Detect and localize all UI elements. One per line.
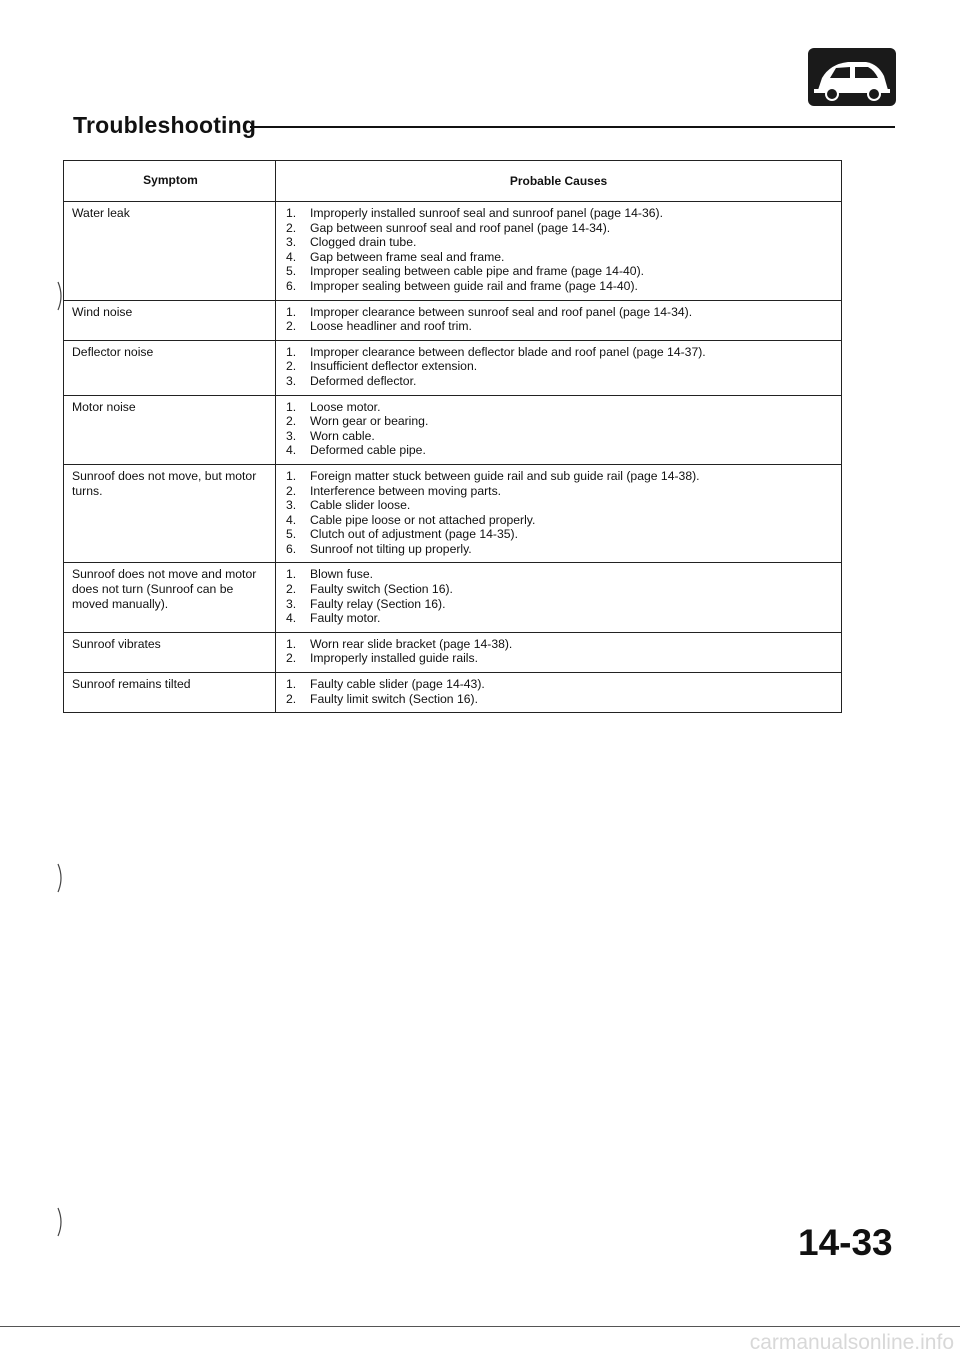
cause-number: 4.	[286, 443, 297, 458]
cause-item	[286, 429, 835, 444]
causes-cell	[276, 464, 842, 563]
cause-number: 2.	[286, 651, 297, 666]
table-row	[64, 202, 842, 301]
cause-number: 4.	[286, 512, 297, 527]
table-row	[64, 464, 842, 563]
title-rule	[250, 126, 895, 128]
binding-mark	[54, 1206, 68, 1238]
cause-number: 2.	[286, 220, 297, 235]
car-body-icon	[808, 48, 896, 106]
cause-number: 4.	[286, 249, 297, 264]
table-row	[64, 673, 842, 713]
page-number: 14-33	[798, 1222, 893, 1263]
cause-number: 3.	[286, 235, 297, 250]
cause-number: 1.	[286, 636, 297, 651]
cause-number: 1.	[286, 206, 297, 220]
cause-item	[286, 469, 835, 484]
cause-item	[286, 527, 835, 542]
cause-number: 6.	[286, 541, 297, 556]
cause-item	[286, 221, 835, 236]
cause-number: 2.	[286, 582, 297, 597]
cause-item	[286, 637, 835, 652]
cause-item	[286, 264, 835, 279]
cause-item	[286, 235, 835, 250]
cause-item	[286, 498, 835, 513]
cause-item	[286, 692, 835, 707]
cause-item	[286, 597, 835, 612]
cause-text: Worn gear or bearing.	[310, 414, 429, 429]
cause-text: Faulty relay (Section 16).	[310, 596, 446, 611]
binding-mark	[54, 862, 68, 894]
cause-item	[286, 206, 835, 221]
cause-number: 3.	[286, 428, 297, 443]
cause-item	[286, 513, 835, 528]
troubleshooting-table	[63, 160, 842, 713]
cause-list	[286, 677, 835, 706]
cause-number: 2.	[286, 691, 297, 706]
cause-list	[286, 469, 835, 557]
cause-item	[286, 542, 835, 557]
cause-number: 6.	[286, 278, 297, 293]
cause-list	[286, 206, 835, 294]
cause-text: Loose headliner and roof trim.	[310, 319, 472, 334]
cause-text: Gap between sunroof seal and roof panel (page 14-34).	[310, 220, 611, 235]
table-row	[64, 300, 842, 340]
symptom-cell: Sunroof does not move and motor does not turn (Sunroof can be moved manually).	[64, 563, 276, 632]
cause-list	[286, 345, 835, 389]
cause-text: Improper sealing between guide rail and frame (page 14-40).	[310, 278, 638, 293]
cause-text: Loose motor.	[310, 399, 381, 414]
cause-text: Improperly installed sunroof seal and sunroof panel (page 14-36).	[310, 206, 663, 220]
cause-text: Sunroof not tilting up properly.	[310, 541, 472, 556]
cause-text: Worn rear slide bracket (page 14-38).	[310, 636, 513, 651]
symptom-cell: Motor noise	[64, 395, 276, 464]
cause-text: Worn cable.	[310, 428, 375, 443]
cause-list	[286, 305, 835, 334]
cause-item	[286, 319, 835, 334]
cause-text: Faulty switch (Section 16).	[310, 582, 453, 597]
causes-cell	[276, 300, 842, 340]
causes-cell	[276, 632, 842, 672]
cause-number: 1.	[286, 468, 297, 483]
cause-text: Faulty limit switch (Section 16).	[310, 691, 478, 706]
table-row	[64, 632, 842, 672]
cause-item	[286, 582, 835, 597]
cause-number: 2.	[286, 483, 297, 498]
cause-item	[286, 279, 835, 294]
footer-rule	[0, 1326, 960, 1327]
causes-cell	[276, 202, 842, 301]
cause-number: 5.	[286, 264, 297, 279]
cause-text: Improper clearance between sunroof seal and roof panel (page 14-34).	[310, 304, 693, 319]
cause-text: Deformed cable pipe.	[310, 443, 426, 458]
symptom-cell: Sunroof vibrates	[64, 632, 276, 672]
table-row	[64, 395, 842, 464]
cause-number: 4.	[286, 611, 297, 626]
cause-text: Foreign matter stuck between guide rail and sub guide rail (page 14-38).	[310, 468, 700, 483]
causes-header: Probable Causes	[276, 161, 842, 202]
cause-item	[286, 611, 835, 626]
cause-number: 1.	[286, 567, 297, 582]
causes-cell	[276, 340, 842, 395]
cause-item	[286, 414, 835, 429]
cause-list	[286, 400, 835, 458]
cause-number: 1.	[286, 304, 297, 319]
table-header-row	[64, 161, 842, 202]
cause-number: 3.	[286, 373, 297, 388]
cause-number: 2.	[286, 359, 297, 374]
cause-list	[286, 637, 835, 666]
cause-text: Clogged drain tube.	[310, 235, 417, 250]
symptom-cell: Deflector noise	[64, 340, 276, 395]
cause-item	[286, 250, 835, 265]
cause-text: Faulty cable slider (page 14-43).	[310, 677, 485, 692]
cause-item	[286, 677, 835, 692]
table-row	[64, 563, 842, 632]
cause-text: Cable slider loose.	[310, 498, 411, 513]
cause-number: 5.	[286, 527, 297, 542]
causes-cell	[276, 673, 842, 713]
cause-item	[286, 484, 835, 499]
cause-text: Clutch out of adjustment (page 14-35).	[310, 527, 518, 542]
symptom-cell: Wind noise	[64, 300, 276, 340]
cause-item	[286, 345, 835, 360]
cause-number: 3.	[286, 498, 297, 513]
symptom-header: Symptom	[64, 161, 276, 202]
cause-number: 2.	[286, 414, 297, 429]
cause-item	[286, 443, 835, 458]
table-row	[64, 340, 842, 395]
cause-text: Improper sealing between cable pipe and frame (page 14-40).	[310, 264, 645, 279]
binding-mark	[54, 280, 68, 312]
cause-item	[286, 651, 835, 666]
table-body	[64, 202, 842, 713]
cause-item	[286, 359, 835, 374]
cause-text: Insufficient deflector extension.	[310, 359, 478, 374]
cause-text: Improperly installed guide rails.	[310, 651, 478, 666]
page-title: Troubleshooting	[73, 112, 257, 138]
symptom-cell: Water leak	[64, 202, 276, 301]
cause-item	[286, 567, 835, 582]
cause-text: Interference between moving parts.	[310, 483, 502, 498]
cause-item	[286, 374, 835, 389]
cause-text: Deformed deflector.	[310, 373, 417, 388]
cause-text: Cable pipe loose or not attached properly.	[310, 512, 536, 527]
cause-item	[286, 400, 835, 415]
cause-number: 1.	[286, 677, 297, 692]
symptom-cell: Sunroof remains tilted	[64, 673, 276, 713]
cause-number: 3.	[286, 596, 297, 611]
causes-cell	[276, 563, 842, 632]
cause-number: 1.	[286, 399, 297, 414]
cause-number: 2.	[286, 319, 297, 334]
cause-text: Improper clearance between deflector blade and roof panel (page 14-37).	[310, 344, 706, 359]
causes-cell	[276, 395, 842, 464]
cause-list	[286, 567, 835, 625]
cause-number: 1.	[286, 344, 297, 359]
cause-text: Faulty motor.	[310, 611, 381, 626]
cause-text: Gap between frame seal and frame.	[310, 249, 505, 264]
cause-item	[286, 305, 835, 320]
watermark-text: carmanualsonline.info	[749, 1331, 954, 1354]
symptom-cell: Sunroof does not move, but motor turns.	[64, 464, 276, 563]
cause-text: Blown fuse.	[310, 567, 374, 582]
